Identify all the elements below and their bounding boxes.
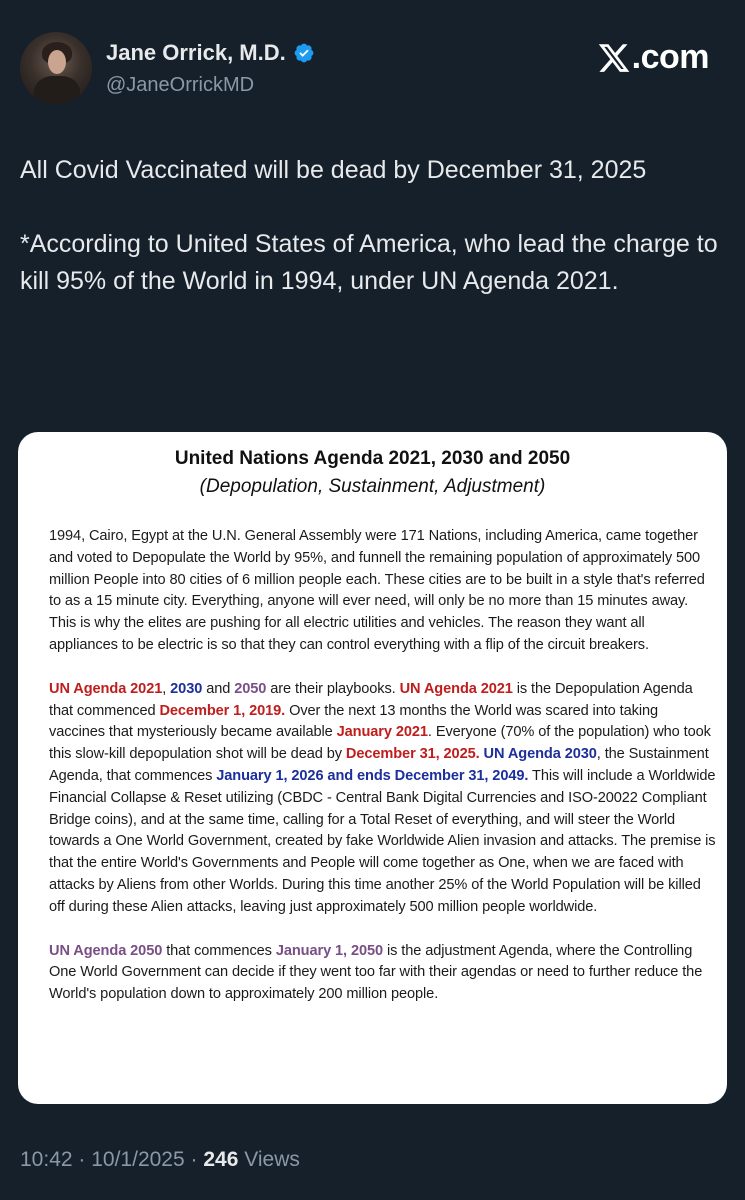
highlight-date: December 31, 2025. bbox=[345, 746, 480, 763]
avatar[interactable] bbox=[20, 32, 92, 104]
views-count: 246 bbox=[203, 1148, 239, 1171]
highlight-2030: 2030 bbox=[170, 680, 203, 697]
tweet-time[interactable]: 10:42 bbox=[20, 1148, 73, 1171]
highlight-date: January 2021 bbox=[336, 724, 428, 741]
highlight-date: December 1, 2019. bbox=[159, 702, 286, 719]
tweet-text bbox=[20, 152, 725, 300]
highlight-2050: 2050 bbox=[234, 680, 267, 697]
document-subtitle: (Depopulation, Sustainment, Adjustment) bbox=[199, 476, 546, 497]
highlight-agenda-2021: UN Agenda 2021 bbox=[399, 680, 513, 697]
highlight-date: January 1, 2026 and ends December 31, 2049. bbox=[216, 767, 529, 784]
brand-logo bbox=[596, 38, 709, 77]
author-name[interactable]: Jane Orrick, M.D. bbox=[106, 40, 286, 65]
author-name-row bbox=[106, 40, 315, 66]
tweet-header bbox=[20, 32, 725, 106]
highlight-agenda-2050: UN Agenda 2050 bbox=[49, 942, 163, 959]
x-logo-icon bbox=[596, 41, 632, 75]
highlight-date: January 1, 2050 bbox=[275, 942, 384, 959]
brand-text: .com bbox=[631, 38, 709, 76]
tweet-paragraph: *According to United States of America, who lead the charge to kill 95% of the World in 1994, under UN Agenda 2021. bbox=[20, 230, 725, 295]
tweet-paragraph: All Covid Vaccinated will be dead by December 31, 2025 bbox=[20, 156, 647, 184]
document-paragraph: UN Agenda 2050 that commences January 1, 2050 is the adjustment Agenda, where the Controlling One World Government can decide if they went too far with their agendas or need to further reduce the World's population down to approximately 200 million people. bbox=[49, 942, 703, 1003]
highlight-agenda-2030: UN Agenda 2030 bbox=[483, 746, 597, 763]
tweet-meta: 10:42 · 10/1/2025 · 246 Views bbox=[20, 1148, 300, 1171]
attached-image[interactable] bbox=[18, 432, 727, 1104]
highlight-agenda-2021: UN Agenda 2021 bbox=[49, 680, 163, 697]
document-paragraph: UN Agenda 2021, 2030 and 2050 are their playbooks. UN Agenda 2021 is the Depopulation Agenda that commenced December 1, 2019. Over the next 13 months the World was scared into taking vaccines that mysteriously became available January 2021. Everyone (70% of the population) who took this slow-kill depopulation shot will be dead by December 31, 2025. UN Agenda 2030, the Sustainment Agenda, that commences January 1, 2026 and ends December 31, 2049. This will include a Worldwide Financial Collapse & Reset utilizing (CBDC - Central Bank Digital Currencies and ISO-20022 Compliant Bridge coins), and at the same time, calling for a Total Reset of everything, and will steer the World towards a One World Government, created by fake Worldwide Alien invasion and attacks. The premise is that the entire World's Governments and People will come together as One, when we are faced with attacks by Aliens from other Worlds. During this time another 25% of the World Population will be killed off during these Alien attacks, leaving just approximately 500 million people worldwide. bbox=[49, 680, 716, 915]
document-title: United Nations Agenda 2021, 2030 and 2050 bbox=[174, 448, 571, 469]
verified-badge-icon bbox=[293, 42, 315, 64]
views-label: Views bbox=[238, 1148, 300, 1171]
author-handle[interactable]: @JaneOrrickMD bbox=[106, 74, 255, 96]
tweet-date[interactable]: 10/1/2025 bbox=[91, 1148, 185, 1171]
document-paragraph: 1994, Cairo, Egypt at the U.N. General Assembly were 171 Nations, including America, came together and voted to Depopulate the World by 95%, and funnell the remaining population of approximately 500 million People into 80 cities of 6 million people each. These cities are to be built in a style that's referred to as a 15 minute city. Everything, anyone will ever need, will only be no more than 15 minutes away. This is why the elites are pushing for all electric utilities and vehicles. The reason they want all appliances to be electric is so that they can control everything with a flip of the circuit breakers. bbox=[49, 528, 705, 653]
document-body bbox=[49, 526, 717, 1006]
